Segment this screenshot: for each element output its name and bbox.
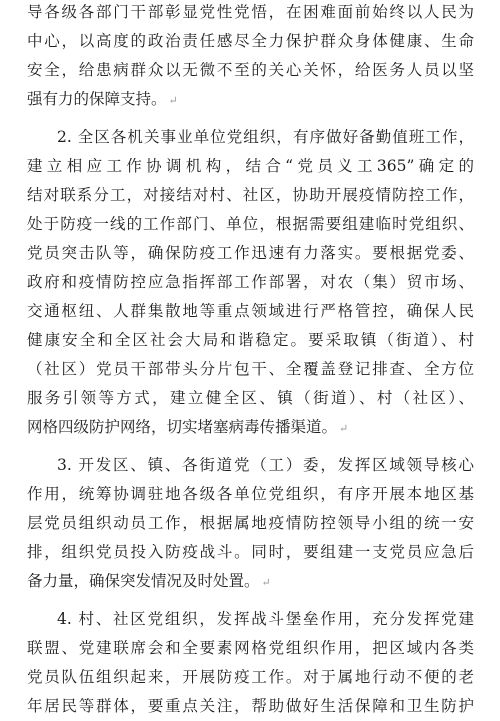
text-line: 结对联系分工，对接结对村、社区，协助开展疫情防控工作， [27, 186, 474, 204]
text-line: 党员突击队等，确保防疫工作迅速有力落实。要根据党委、 [27, 244, 474, 262]
text-line: 作用，统筹协调驻地各级各单位党组织，有序开展本地区基 [27, 485, 474, 503]
text-line: 交通枢纽、人群集散地等重点领域进行严格管控，确保人民 [27, 302, 474, 320]
text-line-last [27, 413, 474, 442]
text-line-content: 备力量，确保突发情况及时处置。 [27, 572, 260, 590]
text-line: 层党员组织动员工作，根据属地疫情防控领导小组的统一安 [27, 514, 474, 532]
text-line: 年居民等群体，要重点关注，帮助做好生活保障和卫生防护 [27, 697, 474, 715]
text-line: 中心，以高度的政治责任感尽全力保护群众身体健康、生命 [27, 32, 474, 50]
text-line: 安全，给患病群众以无微不至的关心关怀，给医务人员以坚 [27, 61, 474, 79]
paragraph-1 [27, 0, 474, 114]
text-line: 政府和疫情防控应急指挥部工作部署，对农（集）贸市场、 [27, 273, 474, 291]
text-line: 党员队伍组织起来，开展防疫工作。对于属地行动不便的老 [27, 668, 474, 686]
text-line: 健康安全和全区社会大局和谐稳定。要采取镇（街道）、村 [27, 331, 474, 349]
text-line: 服务引领等方式，建立健全区、镇（街道）、村（社区）、 [27, 389, 474, 407]
text-line: 4. 村、社区党组织，发挥战斗堡垒作用，充分发挥党建 [57, 610, 474, 628]
text-line: 2. 全区各机关事业单位党组织，有序做好备勤值班工作， [57, 128, 474, 146]
paragraph-2 [27, 123, 474, 442]
paragraph-end-mark: ↵ [339, 422, 349, 435]
paragraph-4 [27, 605, 474, 721]
text-line: 建立相应工作协调机构，结合“党员义工365”确定的 [27, 157, 474, 175]
paragraph-end-mark: ↵ [261, 576, 271, 589]
text-line-last [27, 567, 474, 596]
paragraph-end-mark: ↵ [168, 94, 178, 107]
text-line: （社区）党员干部带头分片包干、全覆盖登记排查、全方位 [27, 360, 474, 378]
text-line: 处于防疫一线的工作部门、单位，根据需要组建临时党组织、 [27, 215, 474, 233]
text-line-content: 强有力的保障支持。 [27, 90, 167, 108]
text-line: 导各级各部门干部彰显党性党悟，在困难面前始终以人民为 [27, 3, 474, 21]
text-line-content: 网格四级防护网络，切实堵塞病毒传播渠道。 [27, 418, 338, 436]
text-line: 排，组织党员投入防疫战斗。同时，要组建一支党员应急后 [27, 543, 474, 561]
text-line: 联盟、党建联席会和全要素网格党组织作用，把区域内各类 [27, 639, 474, 657]
text-line-last [27, 85, 474, 114]
text-line: 3. 开发区、镇、各街道党（工）委，发挥区域领导核心 [57, 456, 474, 474]
paragraph-3 [27, 451, 474, 596]
